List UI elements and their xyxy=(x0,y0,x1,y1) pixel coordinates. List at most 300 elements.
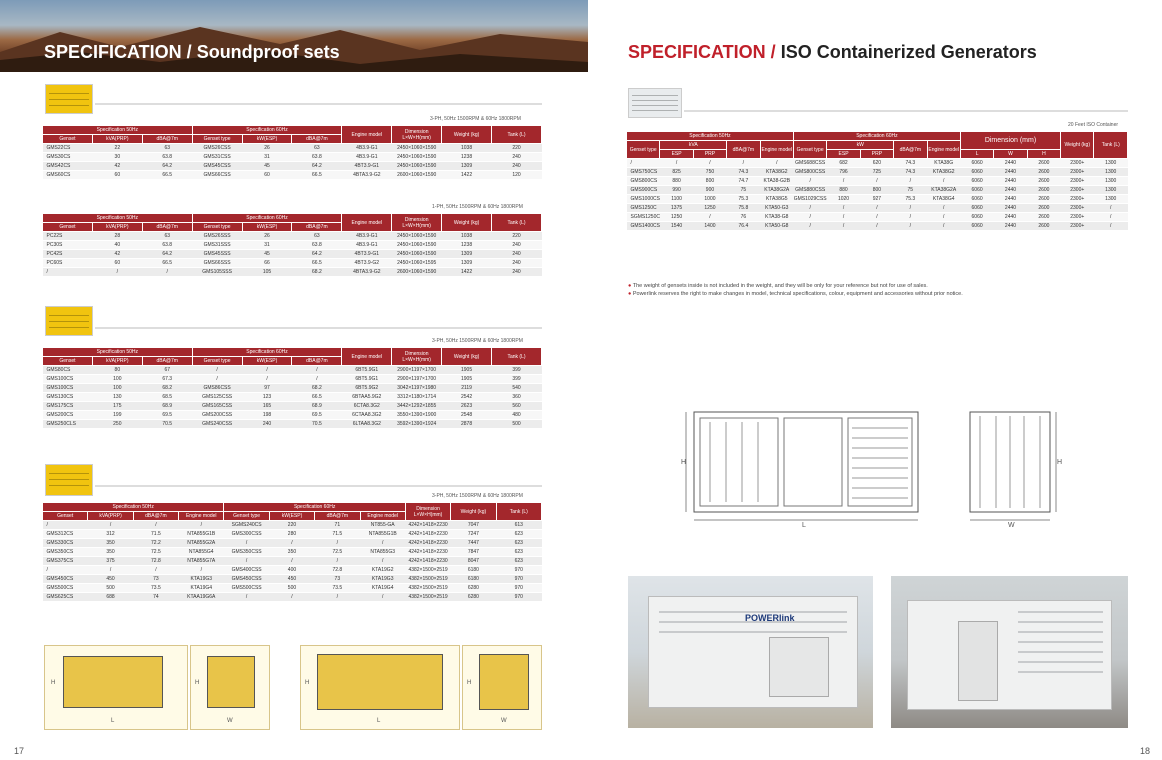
table-cell: / xyxy=(360,539,405,548)
table-cell: 2300+ xyxy=(1061,159,1094,168)
table-cell: 250 xyxy=(92,420,142,429)
column-header: Genset xyxy=(43,357,93,366)
footnote-item: ● The weight of gensets inside is not included in the weight, and they will be only for your reference but not for use of sales. xyxy=(628,283,928,289)
column-header: Genset xyxy=(43,223,93,232)
table-cell: 240 xyxy=(242,420,292,429)
column-header: dBA@7m xyxy=(292,223,342,232)
table-cell: 68.9 xyxy=(292,402,342,411)
table-cell: / xyxy=(827,204,860,213)
table-cell: 6060 xyxy=(960,222,993,231)
table-cell: 3550×1390×1900 xyxy=(392,411,442,420)
table-row xyxy=(43,375,542,384)
table-cell: 1300 xyxy=(1094,168,1128,177)
table-cell: 4242×1418×2230 xyxy=(405,530,450,539)
header-genset-type: Genset type xyxy=(793,141,826,159)
table-cell: 73 xyxy=(315,575,360,584)
table-row xyxy=(43,557,542,566)
table-row xyxy=(43,171,542,180)
column-header: Dimension L×W×H(mm) xyxy=(405,503,450,521)
table-cell: 123 xyxy=(242,393,292,402)
table-cell: 2440 xyxy=(994,213,1027,222)
table-cell: 2878 xyxy=(442,420,492,429)
table-cell: GMS625CS xyxy=(43,593,88,602)
table-cell: 4B3.9-G1 xyxy=(342,153,392,162)
table-cell: / xyxy=(894,204,927,213)
table-cell: 725 xyxy=(860,168,893,177)
table-cell: 682 xyxy=(827,159,860,168)
table-cell: 1300 xyxy=(1094,195,1128,204)
table-cell: 60 xyxy=(242,171,292,180)
table-row xyxy=(627,195,1128,204)
table-cell: SGMS1250C xyxy=(627,213,660,222)
table-cell: / xyxy=(269,539,314,548)
genset-thumbnail xyxy=(45,306,93,336)
table-row xyxy=(43,241,542,250)
table-cell: 1309 xyxy=(442,259,492,268)
table-cell: GMS26SSS xyxy=(192,232,242,241)
column-header: kW(ESP) xyxy=(242,223,292,232)
table-cell: 64.2 xyxy=(142,162,192,171)
table-cell: 500 xyxy=(88,584,133,593)
table-cell: 880 xyxy=(660,177,693,186)
table-cell: GMS500CS xyxy=(43,584,88,593)
table-cell: 620 xyxy=(860,159,893,168)
table-cell: 4B3.9-G1 xyxy=(342,241,392,250)
table-row xyxy=(627,222,1128,231)
table-cell: 28 xyxy=(92,232,142,241)
header-spec-60hz: Specification 60Hz xyxy=(192,126,342,135)
table-cell: 73.5 xyxy=(133,584,178,593)
column-header: Dimension L×W×H(mm) xyxy=(392,214,442,232)
table-cell: 70.5 xyxy=(142,420,192,429)
table-cell: GMS175CS xyxy=(43,402,93,411)
table-cell: 6060 xyxy=(960,168,993,177)
table-cell: 120 xyxy=(492,171,542,180)
table-cell: 63.8 xyxy=(142,153,192,162)
genset-thumbnail xyxy=(45,84,93,114)
table-cell: 2440 xyxy=(994,204,1027,213)
table-cell: / xyxy=(793,204,826,213)
table-cell: 26 xyxy=(242,232,292,241)
table-cell: 500 xyxy=(269,584,314,593)
column-header: dBA@7m xyxy=(142,135,192,144)
table-cell: NTA855G4 xyxy=(179,548,224,557)
table-cell: 67.3 xyxy=(142,375,192,384)
table-cell: 2600 xyxy=(1027,204,1060,213)
table-cell: 825 xyxy=(660,168,693,177)
table-cell: 350 xyxy=(88,548,133,557)
column-header: kVA(PRP) xyxy=(92,135,142,144)
table-cell: / xyxy=(793,213,826,222)
table-row xyxy=(43,521,542,530)
header-h: H xyxy=(1027,150,1060,159)
table-cell: 71 xyxy=(315,521,360,530)
page-title-right: SPECIFICATION / ISO Containerized Generators xyxy=(628,42,1037,62)
table-cell: / xyxy=(827,177,860,186)
column-header: Tank (L) xyxy=(492,348,542,366)
table-cell: 6BT5.9G2 xyxy=(342,384,392,393)
header-esp: ESP xyxy=(827,150,860,159)
header-w: W xyxy=(994,150,1027,159)
table-cell: / xyxy=(727,159,760,168)
table-cell: 6BT5.9G1 xyxy=(342,375,392,384)
table-cell: 623 xyxy=(496,548,541,557)
table-cell: / xyxy=(192,375,242,384)
table-row xyxy=(43,548,542,557)
table-cell: 560 xyxy=(492,402,542,411)
table-row xyxy=(43,384,542,393)
table-cell: 220 xyxy=(492,144,542,153)
table-cell: 1000 xyxy=(693,195,726,204)
container-drawing-end xyxy=(966,408,1062,528)
divider xyxy=(95,103,542,105)
table-row xyxy=(43,411,542,420)
table-cell: PC42S xyxy=(43,250,93,259)
column-header: Genset type xyxy=(192,357,242,366)
header-weight: Weight (kg) xyxy=(1061,132,1094,159)
table-cell: / xyxy=(860,177,893,186)
table-cell: 42 xyxy=(92,162,142,171)
table-cell: / xyxy=(927,213,960,222)
table-cell: 1905 xyxy=(442,375,492,384)
table-cell: 350 xyxy=(269,548,314,557)
table-cell: 72.5 xyxy=(315,548,360,557)
column-header: dBA@7m xyxy=(315,512,360,521)
table-cell: 2600 xyxy=(1027,186,1060,195)
table-cell: 63 xyxy=(142,144,192,153)
table-row xyxy=(43,153,542,162)
spec-table-soundproof-3 xyxy=(42,347,542,429)
table-cell: NTA855G1B xyxy=(179,530,224,539)
table-cell: / xyxy=(315,557,360,566)
table-cell: 72.5 xyxy=(133,548,178,557)
table-cell: 2300+ xyxy=(1061,195,1094,204)
table-cell: SGMS240CS xyxy=(224,521,269,530)
table-cell: 76 xyxy=(727,213,760,222)
table-cell: / xyxy=(179,566,224,575)
table-cell: 1250 xyxy=(693,204,726,213)
table-cell: 2300+ xyxy=(1061,186,1094,195)
column-header: Genset type xyxy=(192,223,242,232)
table-cell: 1375 xyxy=(660,204,693,213)
table-cell: KTA38G2A xyxy=(760,186,793,195)
table-cell: 1309 xyxy=(442,250,492,259)
table-cell: 350 xyxy=(88,539,133,548)
table-cell: GMS500CSS xyxy=(224,584,269,593)
table-cell: 450 xyxy=(269,575,314,584)
table-cell: 1905 xyxy=(442,366,492,375)
table-cell: GMS800CSS xyxy=(795,169,826,175)
table-note: 3-PH, 50Hz 1500RPM & 60Hz 1800RPM xyxy=(430,116,521,122)
table-cell: 1038 xyxy=(442,232,492,241)
table-cell: / xyxy=(292,375,342,384)
table-cell: 130 xyxy=(92,393,142,402)
table-cell: 64.2 xyxy=(292,250,342,259)
table-cell: 74.3 xyxy=(894,168,927,177)
table-cell: 2450×1060×1590 xyxy=(392,144,442,153)
table-cell: 63.8 xyxy=(142,241,192,250)
table-cell: 45 xyxy=(242,250,292,259)
table-cell: 2300+ xyxy=(1061,204,1094,213)
table-cell: 66.5 xyxy=(142,259,192,268)
column-header: kW(ESP) xyxy=(242,357,292,366)
table-cell: / xyxy=(43,521,88,530)
table-row xyxy=(43,268,542,277)
table-cell: 74.3 xyxy=(727,168,760,177)
footnote-item: ● Powerlink reserves the right to make changes in model, technical specifications, colour, equipment and accessories without prior notice. xyxy=(628,291,963,297)
table-cell: 45 xyxy=(242,162,292,171)
table-cell: 4BT3.9-G1 xyxy=(342,250,392,259)
table-row xyxy=(43,539,542,548)
table-cell: 74.7 xyxy=(727,177,760,186)
table-cell: GMS1029CSS xyxy=(793,196,827,202)
table-cell: / xyxy=(360,557,405,566)
table-cell: 75 xyxy=(727,186,760,195)
table-cell: 240 xyxy=(492,268,542,277)
table-cell: / xyxy=(827,213,860,222)
table-cell: 40 xyxy=(92,241,142,250)
table-cell: 63.8 xyxy=(292,241,342,250)
column-header: dBA@7m xyxy=(142,223,192,232)
table-cell: 7047 xyxy=(451,521,496,530)
table-cell: 66 xyxy=(242,259,292,268)
table-cell: 2440 xyxy=(994,168,1027,177)
table-cell: GMS60CS xyxy=(43,171,93,180)
table-cell: 2440 xyxy=(994,222,1027,231)
table-cell: 2450×1060×1595 xyxy=(392,259,442,268)
column-header: Engine model xyxy=(360,512,405,521)
header-spec-50hz: Specification 50Hz xyxy=(43,348,193,357)
table-cell: 75.3 xyxy=(894,195,927,204)
table-cell: KTA38G2 xyxy=(927,168,960,177)
column-header: Engine model xyxy=(342,126,392,144)
column-header: Weight (kg) xyxy=(442,126,492,144)
table-cell: 2300+ xyxy=(1061,222,1094,231)
table-cell: 66.5 xyxy=(142,171,192,180)
table-cell: 900 xyxy=(693,186,726,195)
table-cell: 198 xyxy=(242,411,292,420)
table-row xyxy=(43,575,542,584)
table-cell: / xyxy=(894,213,927,222)
table-cell: 66.5 xyxy=(292,171,342,180)
column-header: dBA@7m xyxy=(133,512,178,521)
table-cell: 175 xyxy=(92,402,142,411)
table-cell: 1250 xyxy=(660,213,693,222)
spec-table-iso-container xyxy=(626,131,1128,231)
table-cell: KTA19G3 xyxy=(360,575,405,584)
table-cell: GMS66SSS xyxy=(192,259,242,268)
table-cell: 1300 xyxy=(1094,177,1128,186)
table-cell: 2600 xyxy=(1027,168,1060,177)
table-cell: 199 xyxy=(92,411,142,420)
table-cell: GMS66CSS xyxy=(192,171,242,180)
table-cell: GMS400CSS xyxy=(224,566,269,575)
table-cell: 450 xyxy=(88,575,133,584)
table-cell: 6280 xyxy=(451,584,496,593)
table-cell: / xyxy=(43,566,88,575)
table-cell: 6180 xyxy=(451,575,496,584)
column-header: Dimension L×W×H(mm) xyxy=(392,126,442,144)
table-cell: 400 xyxy=(269,566,314,575)
dimension-drawing-side: H W xyxy=(190,645,270,730)
table-cell: 2542 xyxy=(442,393,492,402)
table-cell: 72.8 xyxy=(133,557,178,566)
table-cell: 623 xyxy=(496,557,541,566)
table-cell: 42 xyxy=(92,250,142,259)
table-cell: 6LTAA8.3G2 xyxy=(342,420,392,429)
table-cell: GMS200CS xyxy=(43,411,93,420)
table-row xyxy=(43,593,542,602)
container-thumbnail xyxy=(628,88,682,118)
column-header: dBA@7m xyxy=(292,357,342,366)
table-cell: 360 xyxy=(492,393,542,402)
table-cell: 2440 xyxy=(994,159,1027,168)
table-cell: GMS250CLS xyxy=(43,420,93,429)
header-dba: dBA@7m xyxy=(894,141,927,159)
column-header: Genset type xyxy=(192,135,242,144)
table-cell: GMS450CSS xyxy=(224,575,269,584)
table-row xyxy=(627,177,1128,186)
table-cell: / xyxy=(315,593,360,602)
table-cell: 74 xyxy=(133,593,178,602)
table-cell: / xyxy=(224,539,269,548)
table-cell: 6BT5.9G1 xyxy=(342,366,392,375)
table-cell: 30 xyxy=(92,153,142,162)
dimension-drawing-front-large: H L xyxy=(300,645,460,730)
table-cell: / xyxy=(179,521,224,530)
table-cell: 4BT3.9-G1 xyxy=(342,162,392,171)
table-cell: KTAA19G6A xyxy=(179,593,224,602)
table-row xyxy=(43,232,542,241)
table-cell: 1100 xyxy=(660,195,693,204)
table-cell: 73.5 xyxy=(315,584,360,593)
table-cell: 6060 xyxy=(960,213,993,222)
table-cell: 71.5 xyxy=(133,530,178,539)
table-cell: GMS125CSS xyxy=(192,393,242,402)
table-cell: KTA38-G8 xyxy=(760,213,793,222)
table-cell: 80 xyxy=(92,366,142,375)
table-cell: 500 xyxy=(492,420,542,429)
table-cell: KTA50-G3 xyxy=(760,204,793,213)
table-cell: / xyxy=(92,268,142,277)
table-cell: / xyxy=(133,521,178,530)
table-cell: / xyxy=(269,593,314,602)
table-note: 3-PH, 50Hz 1500RPM & 60Hz 1800RPM xyxy=(432,338,523,344)
table-cell: 165 xyxy=(242,402,292,411)
table-cell: 4BTA3.9-G2 xyxy=(342,171,392,180)
spec-table-soundproof-4 xyxy=(42,502,542,602)
table-cell: / xyxy=(660,159,693,168)
table-cell: 970 xyxy=(496,575,541,584)
table-cell: 63 xyxy=(292,144,342,153)
table-cell: / xyxy=(927,204,960,213)
table-cell: 2600 xyxy=(1027,159,1060,168)
table-cell: GMS200CSS xyxy=(192,411,242,420)
table-cell: 6CTA8.3G2 xyxy=(342,402,392,411)
page-title-left: SPECIFICATION / Soundproof sets xyxy=(44,42,340,62)
label-h: H xyxy=(1057,459,1062,466)
table-cell: 22 xyxy=(92,144,142,153)
table-cell: 1540 xyxy=(660,222,693,231)
table-cell: GMS86CSS xyxy=(192,384,242,393)
table-cell: 4242×1418×2230 xyxy=(405,539,450,548)
table-cell: 3312×1180×1714 xyxy=(392,393,442,402)
table-cell: GMS31CSS xyxy=(192,153,242,162)
table-cell: 6060 xyxy=(960,195,993,204)
table-cell: / xyxy=(894,222,927,231)
table-cell: GMS375CS xyxy=(43,557,88,566)
table-cell: 6180 xyxy=(451,566,496,575)
table-cell: / xyxy=(43,268,93,277)
table-cell: 72.8 xyxy=(315,566,360,575)
table-note: 1-PH, 50Hz 1500RPM & 60Hz 1800RPM xyxy=(432,204,523,210)
table-cell: / xyxy=(269,557,314,566)
table-cell: GMS80CS xyxy=(43,366,93,375)
table-cell: GMS42CS xyxy=(43,162,93,171)
header-spec-60hz: Specification 60Hz xyxy=(192,214,342,223)
table-cell: PC30S xyxy=(43,241,93,250)
table-cell: 1400 xyxy=(693,222,726,231)
table-cell: 2450×1060×1590 xyxy=(392,162,442,171)
table-row xyxy=(627,213,1128,222)
table-row xyxy=(627,168,1128,177)
table-cell: KTA19G2 xyxy=(360,566,405,575)
table-cell: / xyxy=(1094,213,1128,222)
table-cell: / xyxy=(88,521,133,530)
table-cell: 31 xyxy=(242,241,292,250)
column-header: Weight (kg) xyxy=(442,214,492,232)
header-spec-50hz: Specification 50Hz xyxy=(627,132,794,141)
table-cell: GMS31SSS xyxy=(192,241,242,250)
table-cell: 69.5 xyxy=(292,411,342,420)
table-cell: 2600 xyxy=(1027,177,1060,186)
table-row xyxy=(43,259,542,268)
container-drawing-side xyxy=(680,408,932,528)
table-row xyxy=(627,204,1128,213)
table-cell: GMS45SSS xyxy=(192,250,242,259)
table-cell: GMS100CS xyxy=(43,375,93,384)
column-header: kVA(PRP) xyxy=(92,223,142,232)
table-cell: 2600×1060×1590 xyxy=(392,171,442,180)
table-cell: 750 xyxy=(693,168,726,177)
table-cell: 6060 xyxy=(960,177,993,186)
table-cell: / xyxy=(860,222,893,231)
table-cell: 3592×1390×1924 xyxy=(392,420,442,429)
table-cell: 67 xyxy=(142,366,192,375)
table-cell: / xyxy=(793,222,826,231)
page-number-right: 18 xyxy=(1140,746,1151,756)
container-side-svg xyxy=(680,408,932,528)
table-cell: 100 xyxy=(92,384,142,393)
table-cell: 1020 xyxy=(827,195,860,204)
table-cell: 375 xyxy=(88,557,133,566)
table-cell: 2450×1060×1590 xyxy=(392,250,442,259)
table-cell: 2300+ xyxy=(1061,168,1094,177)
table-cell: GMS450CS xyxy=(43,575,88,584)
table-cell: 4242×1418×2230 xyxy=(405,548,450,557)
header-prp: PRP xyxy=(860,150,893,159)
table-cell: 927 xyxy=(860,195,893,204)
table-cell: 68.2 xyxy=(292,268,342,277)
table-cell: / xyxy=(894,177,927,186)
table-cell: 66.5 xyxy=(292,393,342,402)
table-cell: 4382×1500×2519 xyxy=(405,584,450,593)
table-cell: 2450×1060×1590 xyxy=(392,241,442,250)
table-cell: 6060 xyxy=(960,159,993,168)
table-cell: 68.5 xyxy=(142,393,192,402)
header-spec-60hz: Specification 60Hz xyxy=(192,348,342,357)
table-cell: 2450×1060×1590 xyxy=(392,232,442,241)
